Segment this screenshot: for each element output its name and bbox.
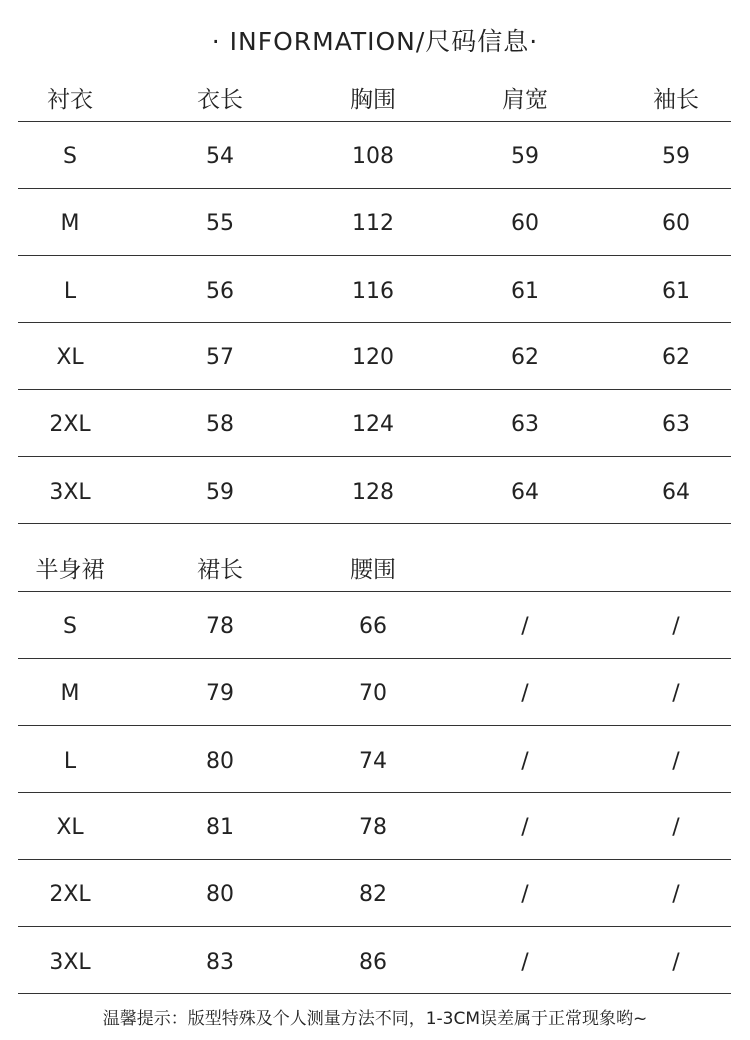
divider <box>18 859 731 860</box>
length-cell: 78 <box>206 613 234 639</box>
length-cell: 79 <box>206 680 234 706</box>
length-cell: 83 <box>206 949 234 975</box>
divider <box>18 523 731 524</box>
length-cell: 80 <box>206 881 234 907</box>
sleeve-cell: 61 <box>662 278 690 304</box>
sleeve-cell: 60 <box>662 210 690 236</box>
shirt-header-sleeve: 袖长 <box>653 86 699 113</box>
waist-cell: 74 <box>359 748 387 774</box>
size-cell: 3XL <box>49 479 91 505</box>
length-cell: 57 <box>206 344 234 370</box>
size-cell: XL <box>56 814 84 840</box>
divider <box>18 456 731 457</box>
divider <box>18 188 731 189</box>
waist-cell: 86 <box>359 949 387 975</box>
shoulder-cell: 60 <box>511 210 539 236</box>
size-cell: S <box>63 613 77 639</box>
shirt-header-category: 衬衣 <box>47 86 93 113</box>
table-row <box>18 324 731 390</box>
divider <box>18 121 731 122</box>
shoulder-cell: 59 <box>511 143 539 169</box>
empty-cell: / <box>672 949 680 975</box>
waist-cell: 82 <box>359 881 387 907</box>
empty-cell: / <box>521 680 529 706</box>
skirt-header-length: 裙长 <box>197 556 243 583</box>
empty-cell: / <box>672 881 680 907</box>
size-cell: M <box>60 680 80 706</box>
shoulder-cell: 63 <box>511 411 539 437</box>
table-row <box>18 593 731 659</box>
size-cell: L <box>63 748 77 774</box>
divider <box>18 993 731 994</box>
divider <box>18 725 731 726</box>
length-cell: 56 <box>206 278 234 304</box>
shirt-header-chest: 胸围 <box>350 86 396 113</box>
page-title: · INFORMATION/尺码信息· <box>211 27 539 56</box>
sleeve-cell: 63 <box>662 411 690 437</box>
table-row <box>18 727 731 795</box>
table-row <box>18 391 731 457</box>
divider <box>18 322 731 323</box>
waist-cell: 70 <box>359 680 387 706</box>
table-row <box>18 660 731 726</box>
table-row <box>18 190 731 256</box>
empty-cell: / <box>521 881 529 907</box>
chest-cell: 124 <box>352 411 394 437</box>
empty-cell: / <box>521 613 529 639</box>
table-row <box>18 928 731 996</box>
chest-cell: 108 <box>352 143 394 169</box>
empty-cell: / <box>672 613 680 639</box>
chest-cell: 116 <box>352 278 394 304</box>
table-row <box>18 794 731 860</box>
skirt-header-category: 半身裙 <box>35 556 105 583</box>
sleeve-cell: 62 <box>662 344 690 370</box>
size-cell: M <box>60 210 80 236</box>
size-cell: L <box>63 278 77 304</box>
length-cell: 59 <box>206 479 234 505</box>
divider <box>18 389 731 390</box>
waist-cell: 78 <box>359 814 387 840</box>
empty-cell: / <box>521 814 529 840</box>
chest-cell: 120 <box>352 344 394 370</box>
sleeve-cell: 59 <box>662 143 690 169</box>
empty-cell: / <box>521 949 529 975</box>
skirt-header-col4 <box>455 544 595 590</box>
size-cell: 3XL <box>49 949 91 975</box>
length-cell: 80 <box>206 748 234 774</box>
divider <box>18 255 731 256</box>
empty-cell: / <box>672 748 680 774</box>
table-row <box>18 257 731 325</box>
empty-cell: / <box>672 680 680 706</box>
size-cell: XL <box>56 344 84 370</box>
chest-cell: 112 <box>352 210 394 236</box>
divider <box>18 792 731 793</box>
waist-cell: 66 <box>359 613 387 639</box>
shoulder-cell: 61 <box>511 278 539 304</box>
size-cell: 2XL <box>49 411 91 437</box>
divider <box>18 591 731 592</box>
footer-note: 温馨提示：版型特殊及个人测量方法不同，1-3CM误差属于正常现象哟~ <box>102 1009 648 1029</box>
sleeve-cell: 64 <box>662 479 690 505</box>
size-cell: 2XL <box>49 881 91 907</box>
length-cell: 54 <box>206 143 234 169</box>
divider <box>18 926 731 927</box>
skirt-header-waist: 腰围 <box>350 556 396 583</box>
shoulder-cell: 64 <box>511 479 539 505</box>
shirt-header-shoulder: 肩宽 <box>502 86 548 113</box>
table-row <box>18 861 731 927</box>
empty-cell: / <box>672 814 680 840</box>
shirt-header-row <box>18 74 731 120</box>
size-cell: S <box>63 143 77 169</box>
length-cell: 81 <box>206 814 234 840</box>
table-row <box>18 458 731 526</box>
length-cell: 55 <box>206 210 234 236</box>
chest-cell: 128 <box>352 479 394 505</box>
table-row <box>18 123 731 189</box>
shoulder-cell: 62 <box>511 344 539 370</box>
skirt-header-col5 <box>606 544 746 590</box>
length-cell: 58 <box>206 411 234 437</box>
divider <box>18 658 731 659</box>
empty-cell: / <box>521 748 529 774</box>
shirt-header-length: 衣长 <box>197 86 243 113</box>
skirt-header-row <box>18 544 731 590</box>
